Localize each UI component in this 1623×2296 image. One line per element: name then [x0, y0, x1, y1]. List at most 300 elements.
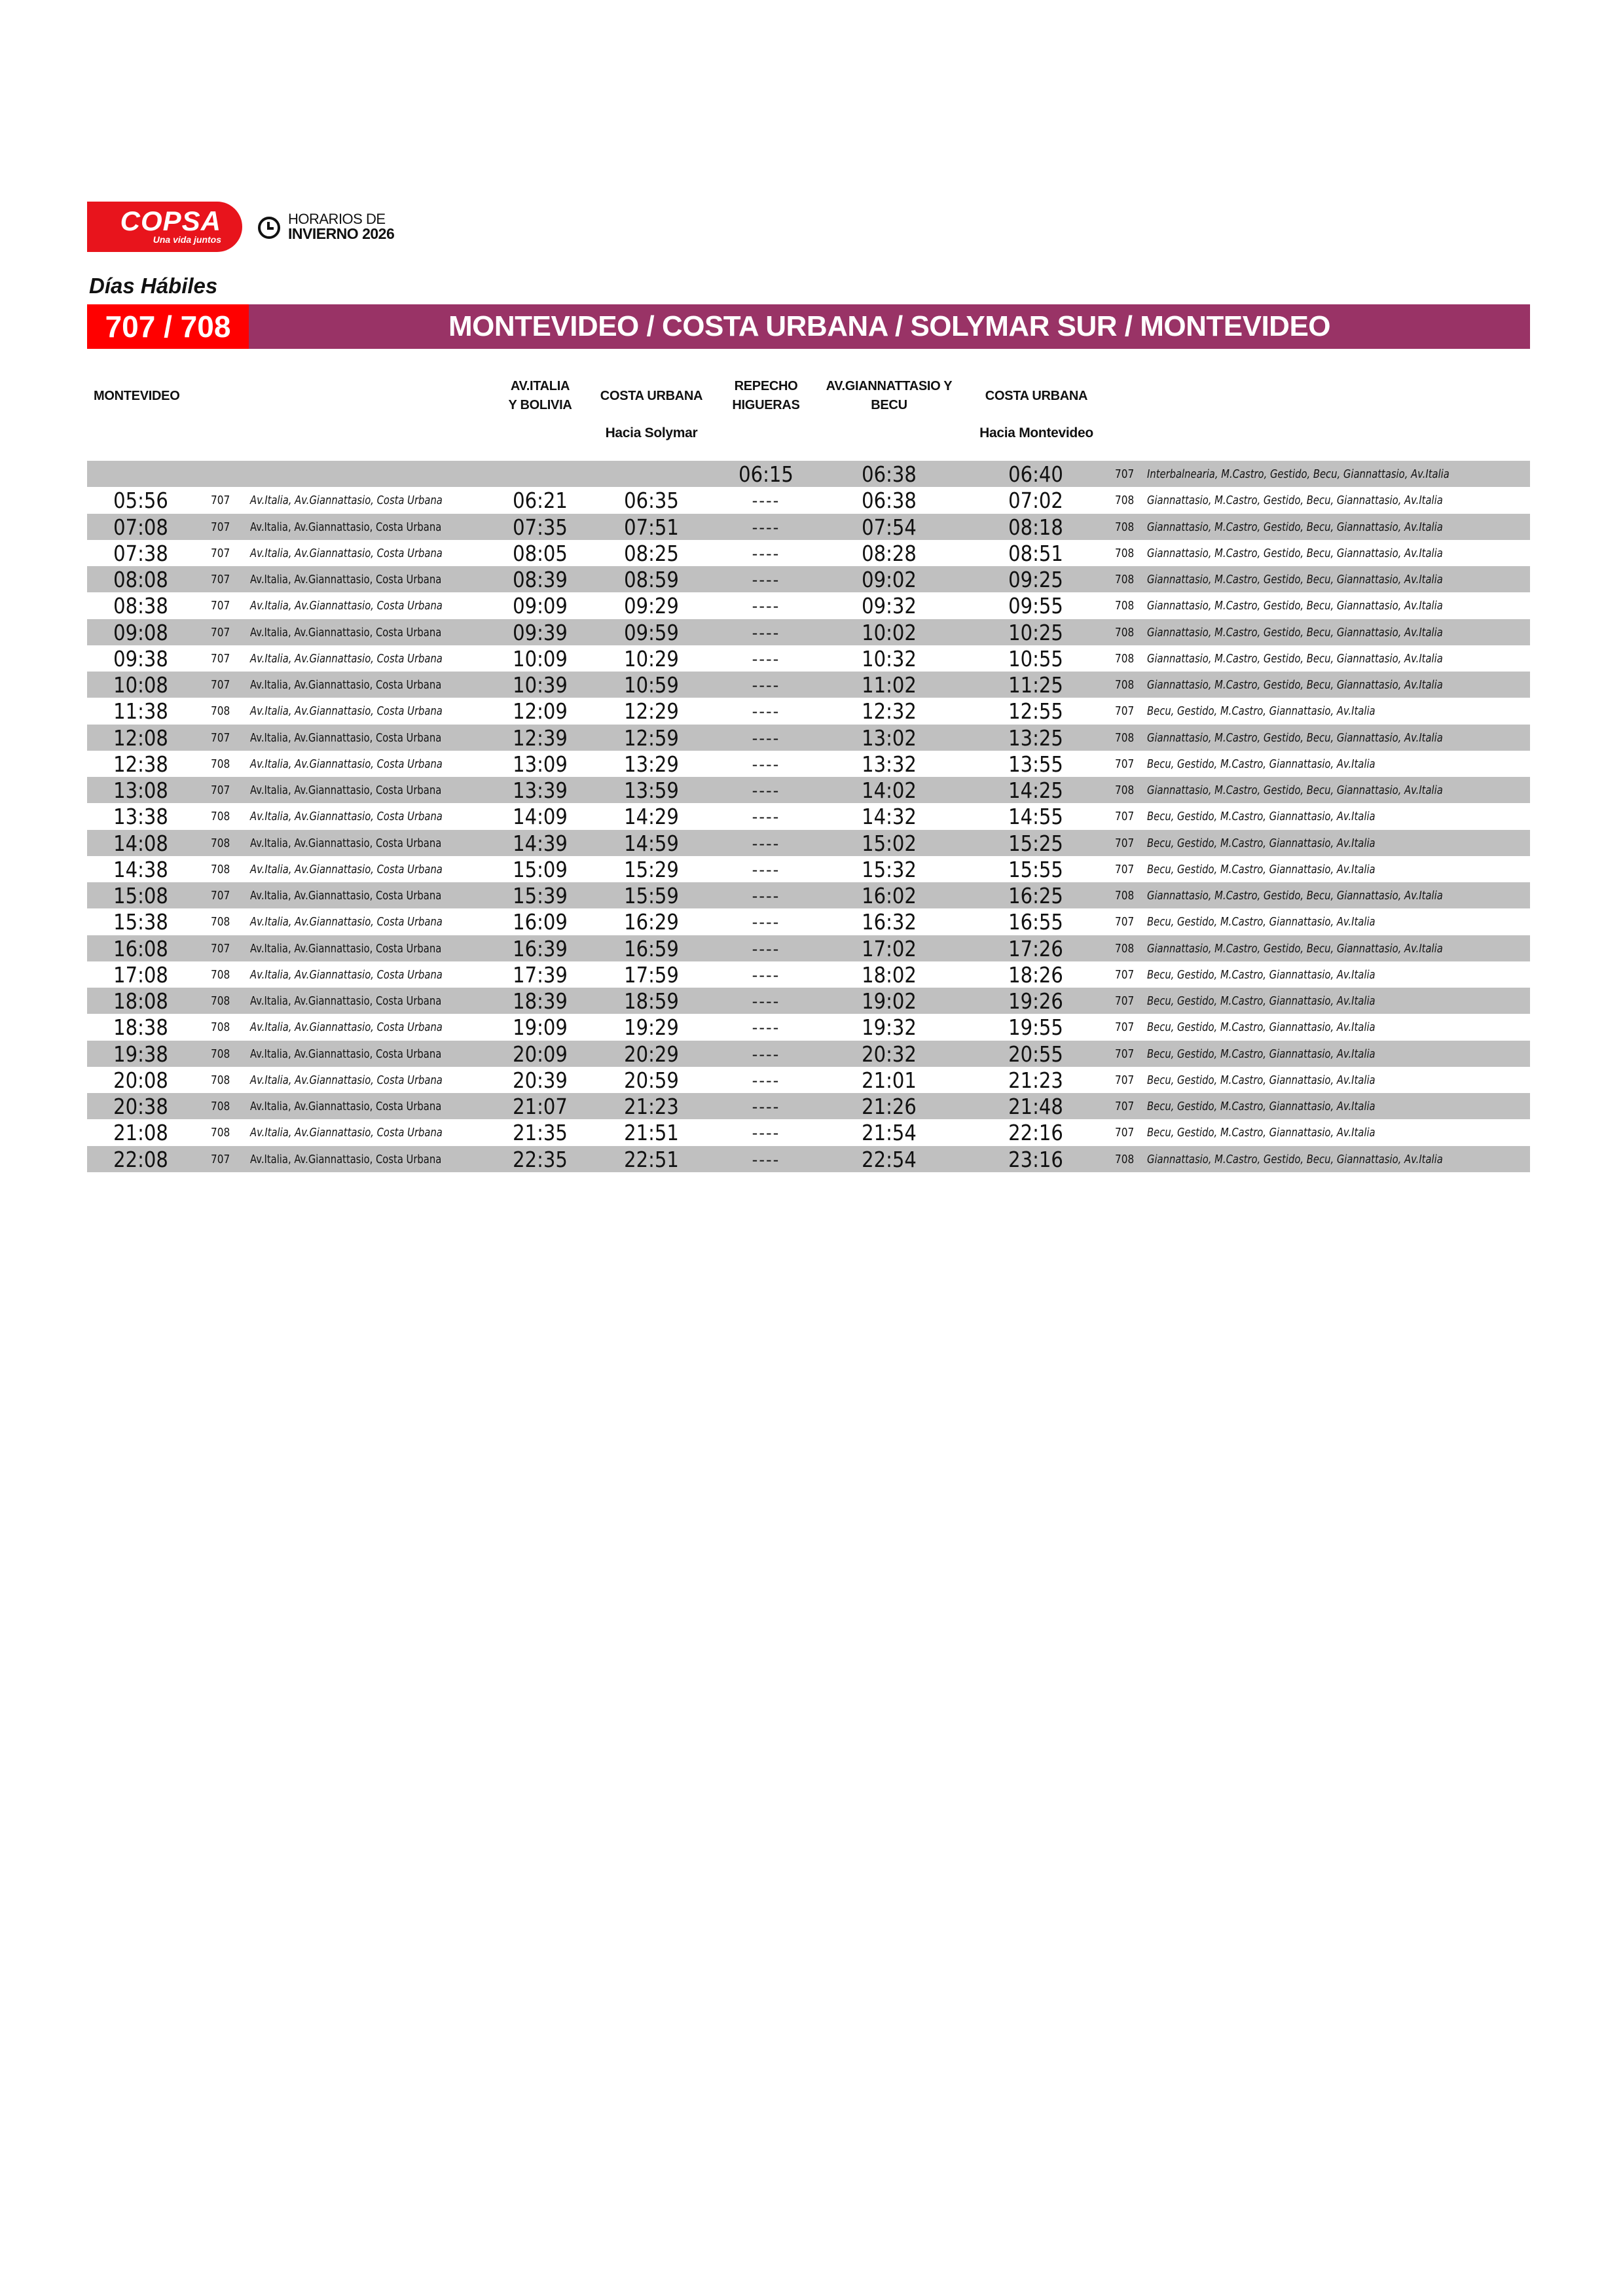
time-repecho: ---- [752, 676, 780, 694]
time-repecho: ---- [752, 834, 780, 853]
time-giannattasio: 22:54 [862, 1146, 917, 1172]
line-number-outbound: 707 [211, 520, 230, 534]
line-number-outbound: 708 [211, 967, 230, 982]
line-number-return: 708 [1115, 783, 1135, 797]
departure-time: 05:56 [113, 488, 168, 514]
line-number-outbound: 707 [211, 651, 230, 666]
time-costa-urbana: 09:59 [624, 619, 679, 645]
header-av-italia-line1: AV.ITALIA [510, 379, 570, 393]
route-return: Becu, Gestido, M.Castro, Giannattasio, Av.Italia [1147, 862, 1376, 876]
line-number-outbound: 708 [211, 915, 230, 929]
table-row [87, 882, 1530, 908]
line-number-return: 707 [1115, 757, 1135, 771]
route-return: Giannattasio, M.Castro, Gestido, Becu, Giannattasio, Av.Italia [1147, 520, 1443, 534]
time-costa-urbana-return: 18:26 [1008, 961, 1063, 988]
line-number-return: 707 [1115, 836, 1135, 850]
time-av-italia: 12:09 [513, 698, 568, 725]
time-costa-urbana: 14:59 [624, 830, 679, 856]
time-repecho: ---- [752, 649, 780, 668]
time-costa-urbana: 15:29 [624, 856, 679, 882]
header-giannattasio [811, 377, 968, 415]
route-outbound: Av.Italia, Av.Giannattasio, Costa Urbana [250, 1126, 443, 1140]
time-costa-urbana: 08:25 [624, 540, 679, 566]
departure-time: 14:08 [113, 830, 168, 856]
line-number-outbound: 708 [211, 836, 230, 850]
time-repecho: ---- [752, 808, 780, 827]
time-repecho: ---- [752, 992, 780, 1011]
time-costa-urbana: 17:59 [624, 961, 679, 988]
line-number-outbound: 707 [211, 625, 230, 639]
route-return: Becu, Gestido, M.Castro, Giannattasio, Av.Italia [1147, 1020, 1376, 1035]
time-av-italia: 21:35 [513, 1120, 568, 1146]
table-row [87, 645, 1530, 672]
time-repecho: ---- [752, 913, 780, 932]
departure-time: 18:08 [113, 988, 168, 1014]
time-costa-urbana: 12:29 [624, 698, 679, 725]
table-row [87, 988, 1530, 1014]
route-outbound: Av.Italia, Av.Giannattasio, Costa Urbana [250, 757, 443, 771]
route-outbound: Av.Italia, Av.Giannattasio, Costa Urbana [250, 546, 443, 560]
header-giannattasio-line2: BECU [871, 398, 907, 412]
time-giannattasio: 09:02 [862, 567, 917, 592]
header-av-italia [488, 377, 593, 415]
route-return: Giannattasio, M.Castro, Gestido, Becu, Giannattasio, Av.Italia [1147, 546, 1443, 560]
header-costa-urbana: COSTA URBANA [600, 389, 703, 403]
table-row [87, 514, 1530, 540]
time-costa-urbana: 18:59 [624, 988, 679, 1014]
route-return: Becu, Gestido, M.Castro, Giannattasio, Av.Italia [1147, 704, 1376, 719]
time-av-italia: 15:39 [513, 883, 568, 908]
subheader-outbound: Hacia Solymar [605, 425, 698, 440]
departure-time: 22:08 [113, 1146, 168, 1172]
header-repecho [714, 377, 818, 415]
route-outbound: Av.Italia, Av.Giannattasio, Costa Urbana [250, 967, 443, 982]
time-giannattasio: 21:54 [862, 1120, 917, 1146]
time-costa-urbana: 13:59 [624, 778, 679, 803]
route-return: Becu, Gestido, M.Castro, Giannattasio, Av.Italia [1147, 1126, 1376, 1140]
time-av-italia: 22:35 [513, 1146, 568, 1172]
table-row [87, 592, 1530, 619]
table-row [87, 908, 1530, 935]
time-av-italia: 09:39 [513, 619, 568, 645]
route-outbound: Av.Italia, Av.Giannattasio, Costa Urbana [250, 862, 443, 876]
line-number-return: 708 [1115, 651, 1135, 666]
route-outbound: Av.Italia, Av.Giannattasio, Costa Urbana [250, 573, 442, 586]
time-giannattasio: 10:32 [862, 645, 917, 672]
time-giannattasio: 09:32 [862, 593, 917, 619]
table-row [87, 672, 1530, 698]
table-row [87, 1067, 1530, 1093]
time-giannattasio: 08:28 [862, 540, 917, 566]
departure-time: 17:08 [113, 961, 168, 988]
time-av-italia: 16:09 [513, 909, 568, 935]
time-costa-urbana: 10:59 [624, 672, 679, 698]
time-giannattasio: 13:32 [862, 751, 917, 777]
time-av-italia: 17:39 [513, 961, 568, 988]
time-giannattasio: 06:38 [862, 488, 917, 514]
header-giannattasio-line1: AV.GIANNATTASIO Y [826, 379, 953, 393]
time-av-italia: 07:35 [513, 514, 568, 540]
route-outbound: Av.Italia, Av.Giannattasio, Costa Urbana [250, 1047, 442, 1061]
time-av-italia: 12:39 [513, 725, 568, 751]
line-number-outbound: 707 [211, 546, 230, 560]
line-number-return: 708 [1115, 889, 1135, 903]
time-costa-urbana-return: 21:48 [1008, 1094, 1063, 1119]
header-repecho-line1: REPECHO [734, 379, 798, 393]
line-number-return: 708 [1115, 678, 1135, 692]
table-row [87, 698, 1530, 724]
route-numbers: 707 / 708 [87, 304, 249, 349]
route-outbound: Av.Italia, Av.Giannattasio, Costa Urbana [250, 889, 442, 903]
time-av-italia: 10:39 [513, 672, 568, 698]
route-return: Giannattasio, M.Castro, Gestido, Becu, Giannattasio, Av.Italia [1147, 783, 1443, 797]
time-repecho: ---- [752, 1150, 780, 1169]
time-giannattasio: 16:02 [862, 883, 917, 908]
departure-time: 15:38 [113, 909, 168, 935]
time-giannattasio: 14:32 [862, 804, 917, 830]
line-number-return: 708 [1115, 573, 1135, 586]
time-costa-urbana: 13:29 [624, 751, 679, 777]
time-costa-urbana: 19:29 [624, 1014, 679, 1041]
time-costa-urbana-return: 11:25 [1008, 672, 1063, 698]
time-costa-urbana: 15:59 [624, 883, 679, 908]
time-costa-urbana-return: 15:55 [1008, 856, 1063, 882]
departure-time: 10:08 [113, 672, 168, 698]
departure-time: 09:08 [113, 619, 168, 645]
line-number-return: 707 [1115, 704, 1135, 719]
season-name: INVIERNO 2026 [288, 225, 395, 242]
time-costa-urbana-return: 16:25 [1008, 883, 1063, 908]
route-outbound: Av.Italia, Av.Giannattasio, Costa Urbana [250, 704, 443, 719]
line-number-return: 707 [1115, 1020, 1135, 1035]
time-costa-urbana-return: 16:55 [1008, 909, 1063, 935]
time-repecho: 06:15 [739, 461, 793, 487]
line-number-return: 708 [1115, 625, 1135, 639]
time-costa-urbana: 12:59 [624, 725, 679, 751]
route-return: Giannattasio, M.Castro, Gestido, Becu, Giannattasio, Av.Italia [1147, 573, 1443, 586]
table-row [87, 619, 1530, 645]
line-number-outbound: 708 [211, 862, 230, 876]
time-costa-urbana: 21:23 [624, 1094, 679, 1119]
time-repecho: ---- [752, 755, 780, 774]
departure-time: 20:08 [113, 1067, 168, 1093]
table-row [87, 856, 1530, 882]
departure-time: 07:38 [113, 540, 168, 566]
time-av-italia: 18:39 [513, 988, 568, 1014]
line-number-return: 708 [1115, 599, 1135, 613]
time-repecho: ---- [752, 518, 780, 537]
line-number-return: 708 [1115, 941, 1135, 956]
line-number-return: 707 [1115, 915, 1135, 929]
departure-time: 18:38 [113, 1014, 168, 1041]
table-row [87, 1119, 1530, 1145]
time-costa-urbana [606, 461, 698, 487]
route-return: Becu, Gestido, M.Castro, Giannattasio, Av.Italia [1147, 1100, 1376, 1113]
line-number-outbound: 708 [211, 757, 230, 771]
departure-time: 08:38 [113, 593, 168, 619]
time-giannattasio: 21:01 [862, 1067, 917, 1093]
departure-time: 09:38 [113, 645, 168, 672]
table-row [87, 1146, 1530, 1172]
route-return: Becu, Gestido, M.Castro, Giannattasio, Av.Italia [1147, 1073, 1376, 1087]
time-repecho: ---- [752, 939, 780, 958]
line-number-outbound: 707 [211, 889, 230, 903]
route-return: Giannattasio, M.Castro, Gestido, Becu, Giannattasio, Av.Italia [1147, 651, 1443, 666]
time-costa-urbana-return: 22:16 [1008, 1120, 1063, 1146]
time-costa-urbana-return: 14:25 [1008, 778, 1063, 803]
logo-name: COPSA [120, 206, 221, 236]
clock-icon [257, 216, 281, 240]
line-number-outbound: 707 [211, 573, 230, 586]
table-row [87, 540, 1530, 566]
time-giannattasio: 18:02 [862, 961, 917, 988]
header-costa-urbana-return: COSTA URBANA [985, 389, 1088, 403]
time-costa-urbana-return: 14:55 [1008, 804, 1063, 830]
route-return: Becu, Gestido, M.Castro, Giannattasio, Av.Italia [1147, 836, 1376, 850]
line-number-return: 708 [1115, 1152, 1135, 1166]
time-costa-urbana: 09:29 [624, 593, 679, 619]
time-repecho: ---- [752, 965, 780, 984]
route-outbound: Av.Italia, Av.Giannattasio, Costa Urbana [250, 730, 442, 745]
copsa-logo [87, 202, 242, 252]
time-costa-urbana: 20:29 [624, 1041, 679, 1067]
route-outbound: Av.Italia, Av.Giannattasio, Costa Urbana [250, 810, 443, 824]
line-number-return: 708 [1115, 546, 1135, 560]
line-number-return: 707 [1115, 1047, 1135, 1061]
line-number-return: 707 [1115, 967, 1135, 982]
time-giannattasio: 15:02 [862, 830, 917, 856]
route-outbound: Av.Italia, Av.Giannattasio, Costa Urbana [250, 1073, 443, 1087]
time-av-italia: 20:39 [513, 1067, 568, 1093]
route-return: Becu, Gestido, M.Castro, Giannattasio, Av.Italia [1147, 1047, 1376, 1061]
time-costa-urbana-return: 08:51 [1008, 540, 1063, 566]
time-costa-urbana-return: 13:25 [1008, 725, 1063, 751]
time-repecho: ---- [752, 781, 780, 800]
table-row [87, 725, 1530, 751]
time-costa-urbana: 08:59 [624, 567, 679, 592]
departure-time: 12:38 [113, 751, 168, 777]
day-type: Días Hábiles [89, 274, 218, 298]
route-return: Becu, Gestido, M.Castro, Giannattasio, Av.Italia [1147, 967, 1376, 982]
line-number-return: 708 [1115, 730, 1135, 745]
time-costa-urbana-return: 06:40 [1008, 461, 1063, 487]
line-number-outbound: 707 [211, 599, 230, 613]
time-costa-urbana-return: 19:55 [1008, 1014, 1063, 1041]
departure-time: 16:08 [113, 935, 168, 961]
line-number-return: 707 [1115, 994, 1135, 1008]
route-outbound: Av.Italia, Av.Giannattasio, Costa Urbana [250, 493, 443, 508]
departure-time: 19:38 [113, 1041, 168, 1067]
time-costa-urbana: 22:51 [624, 1146, 679, 1172]
time-av-italia: 10:09 [513, 645, 568, 672]
line-number-return: 707 [1115, 810, 1135, 824]
route-return: Giannattasio, M.Castro, Gestido, Becu, Giannattasio, Av.Italia [1147, 1152, 1443, 1166]
line-number-outbound: 707 [211, 493, 230, 508]
time-repecho: ---- [752, 492, 780, 511]
route-return: Giannattasio, M.Castro, Gestido, Becu, Giannattasio, Av.Italia [1147, 599, 1443, 613]
route-return: Giannattasio, M.Castro, Gestido, Becu, Giannattasio, Av.Italia [1147, 730, 1443, 745]
time-costa-urbana: 06:35 [624, 488, 679, 514]
line-number-outbound: 708 [211, 1126, 230, 1140]
time-av-italia: 15:09 [513, 856, 568, 882]
time-av-italia: 21:07 [513, 1094, 568, 1119]
time-giannattasio: 15:32 [862, 856, 917, 882]
time-repecho: ---- [752, 1124, 780, 1143]
time-costa-urbana-return: 21:23 [1008, 1067, 1063, 1093]
line-number-return: 708 [1115, 493, 1135, 508]
time-costa-urbana-return: 17:26 [1008, 935, 1063, 961]
time-av-italia [494, 461, 587, 487]
departure-time: 13:38 [113, 804, 168, 830]
time-repecho: ---- [752, 544, 780, 563]
table-row [87, 830, 1530, 856]
time-giannattasio: 21:26 [862, 1094, 917, 1119]
table-row [87, 803, 1530, 829]
time-av-italia: 19:09 [513, 1014, 568, 1041]
time-costa-urbana: 16:29 [624, 909, 679, 935]
subheader-inbound: Hacia Montevideo [979, 425, 1093, 440]
line-number-outbound: 707 [211, 783, 230, 797]
time-repecho: ---- [752, 571, 780, 589]
table-row [87, 1093, 1530, 1119]
table-row [87, 935, 1530, 961]
time-costa-urbana: 20:59 [624, 1067, 679, 1093]
time-giannattasio: 12:32 [862, 698, 917, 725]
time-av-italia: 08:39 [513, 567, 568, 592]
time-av-italia: 14:09 [513, 804, 568, 830]
line-number-outbound: 708 [211, 704, 230, 719]
time-repecho: ---- [752, 1045, 780, 1064]
departure-time: 07:08 [113, 514, 168, 540]
table-row [87, 777, 1530, 803]
line-number-return: 707 [1115, 1100, 1135, 1113]
table-row [87, 961, 1530, 988]
time-av-italia: 13:39 [513, 778, 568, 803]
departure-time: 08:08 [113, 567, 168, 592]
time-giannattasio: 11:02 [862, 672, 917, 698]
season-label: HORARIOS DE [288, 211, 386, 227]
route-outbound: Av.Italia, Av.Giannattasio, Costa Urbana [250, 994, 442, 1008]
route-outbound: Av.Italia, Av.Giannattasio, Costa Urbana [250, 1152, 442, 1166]
time-costa-urbana-return: 08:18 [1008, 514, 1063, 540]
line-number-outbound: 708 [211, 1100, 230, 1113]
route-return: Interbalnearia, M.Castro, Gestido, Becu, Giannattasio, Av.Italia [1147, 467, 1450, 481]
route-title: MONTEVIDEO / COSTA URBANA / SOLYMAR SUR / MONTEVIDEO [249, 304, 1530, 349]
time-costa-urbana: 07:51 [624, 514, 679, 540]
line-number-outbound: 707 [211, 941, 230, 956]
route-outbound: Av.Italia, Av.Giannattasio, Costa Urbana [250, 651, 443, 666]
route-outbound: Av.Italia, Av.Giannattasio, Costa Urbana [250, 941, 442, 956]
departure-time: 13:08 [113, 778, 168, 803]
time-repecho: ---- [752, 1018, 780, 1037]
time-repecho: ---- [752, 728, 780, 747]
departure-time: 14:38 [113, 856, 168, 882]
time-costa-urbana: 21:51 [624, 1120, 679, 1146]
route-return: Becu, Gestido, M.Castro, Giannattasio, Av.Italia [1147, 757, 1376, 771]
time-giannattasio: 19:02 [862, 988, 917, 1014]
time-repecho: ---- [752, 623, 780, 642]
line-number-outbound: 707 [211, 678, 230, 692]
time-giannattasio: 17:02 [862, 935, 917, 961]
route-outbound: Av.Italia, Av.Giannattasio, Costa Urbana [250, 520, 442, 534]
logo-tagline: Una vida juntos [153, 234, 221, 245]
route-outbound: Av.Italia, Av.Giannattasio, Costa Urbana [250, 783, 442, 797]
departure-time: 15:08 [113, 883, 168, 908]
route-outbound: Av.Italia, Av.Giannattasio, Costa Urbana [250, 599, 443, 613]
line-number-outbound: 708 [211, 1047, 230, 1061]
departure-time: 11:38 [113, 698, 168, 725]
route-return: Becu, Gestido, M.Castro, Giannattasio, Av.Italia [1147, 915, 1376, 929]
time-giannattasio: 13:02 [862, 725, 917, 751]
route-return: Giannattasio, M.Castro, Gestido, Becu, Giannattasio, Av.Italia [1147, 889, 1443, 903]
time-repecho: ---- [752, 887, 780, 905]
time-costa-urbana: 10:29 [624, 645, 679, 672]
table-row [87, 1041, 1530, 1067]
route-outbound: Av.Italia, Av.Giannattasio, Costa Urbana [250, 678, 442, 692]
line-number-return: 707 [1115, 1126, 1135, 1140]
departure-time: 12:08 [113, 725, 168, 751]
time-costa-urbana-return: 13:55 [1008, 751, 1063, 777]
table-row [87, 487, 1530, 513]
time-giannattasio: 06:38 [862, 461, 917, 487]
time-costa-urbana-return: 19:26 [1008, 988, 1063, 1014]
line-number-outbound: 707 [211, 1152, 230, 1166]
time-costa-urbana-return: 07:02 [1008, 488, 1063, 514]
table-row [87, 461, 1530, 487]
time-repecho: ---- [752, 1098, 780, 1116]
time-giannattasio: 14:02 [862, 778, 917, 803]
route-return: Becu, Gestido, M.Castro, Giannattasio, Av.Italia [1147, 994, 1376, 1008]
time-costa-urbana: 16:59 [624, 935, 679, 961]
line-number-return: 707 [1115, 1073, 1135, 1087]
table-row [87, 1014, 1530, 1040]
line-number-outbound: 708 [211, 810, 230, 824]
route-title-bar [87, 304, 1530, 349]
time-av-italia: 14:39 [513, 830, 568, 856]
line-number-outbound: 708 [211, 1073, 230, 1087]
time-av-italia: 08:05 [513, 540, 568, 566]
header-repecho-line2: HIGUERAS [732, 398, 800, 412]
time-repecho: ---- [752, 1071, 780, 1090]
time-giannattasio: 20:32 [862, 1041, 917, 1067]
time-av-italia: 06:21 [513, 488, 568, 514]
route-return: Giannattasio, M.Castro, Gestido, Becu, Giannattasio, Av.Italia [1147, 941, 1443, 956]
line-number-return: 708 [1115, 520, 1135, 534]
timetable [87, 461, 1530, 1172]
route-return: Becu, Gestido, M.Castro, Giannattasio, Av.Italia [1147, 810, 1376, 824]
time-costa-urbana-return: 10:25 [1008, 619, 1063, 645]
time-giannattasio: 10:02 [862, 619, 917, 645]
time-repecho: ---- [752, 860, 780, 879]
route-return: Giannattasio, M.Castro, Gestido, Becu, Giannattasio, Av.Italia [1147, 625, 1443, 639]
route-outbound: Av.Italia, Av.Giannattasio, Costa Urbana [250, 1020, 443, 1035]
time-repecho: ---- [752, 702, 780, 721]
time-giannattasio: 19:32 [862, 1014, 917, 1041]
table-row [87, 751, 1530, 777]
departure-time [95, 461, 187, 487]
time-av-italia: 20:09 [513, 1041, 568, 1067]
time-costa-urbana-return: 09:55 [1008, 593, 1063, 619]
time-costa-urbana-return: 09:25 [1008, 567, 1063, 592]
line-number-outbound: 708 [211, 994, 230, 1008]
time-costa-urbana-return: 23:16 [1008, 1146, 1063, 1172]
time-av-italia: 09:09 [513, 593, 568, 619]
time-giannattasio: 16:32 [862, 909, 917, 935]
line-number-return: 707 [1115, 467, 1135, 481]
header-montevideo: MONTEVIDEO [94, 389, 180, 403]
table-row [87, 566, 1530, 592]
route-outbound: Av.Italia, Av.Giannattasio, Costa Urbana [250, 1100, 442, 1113]
